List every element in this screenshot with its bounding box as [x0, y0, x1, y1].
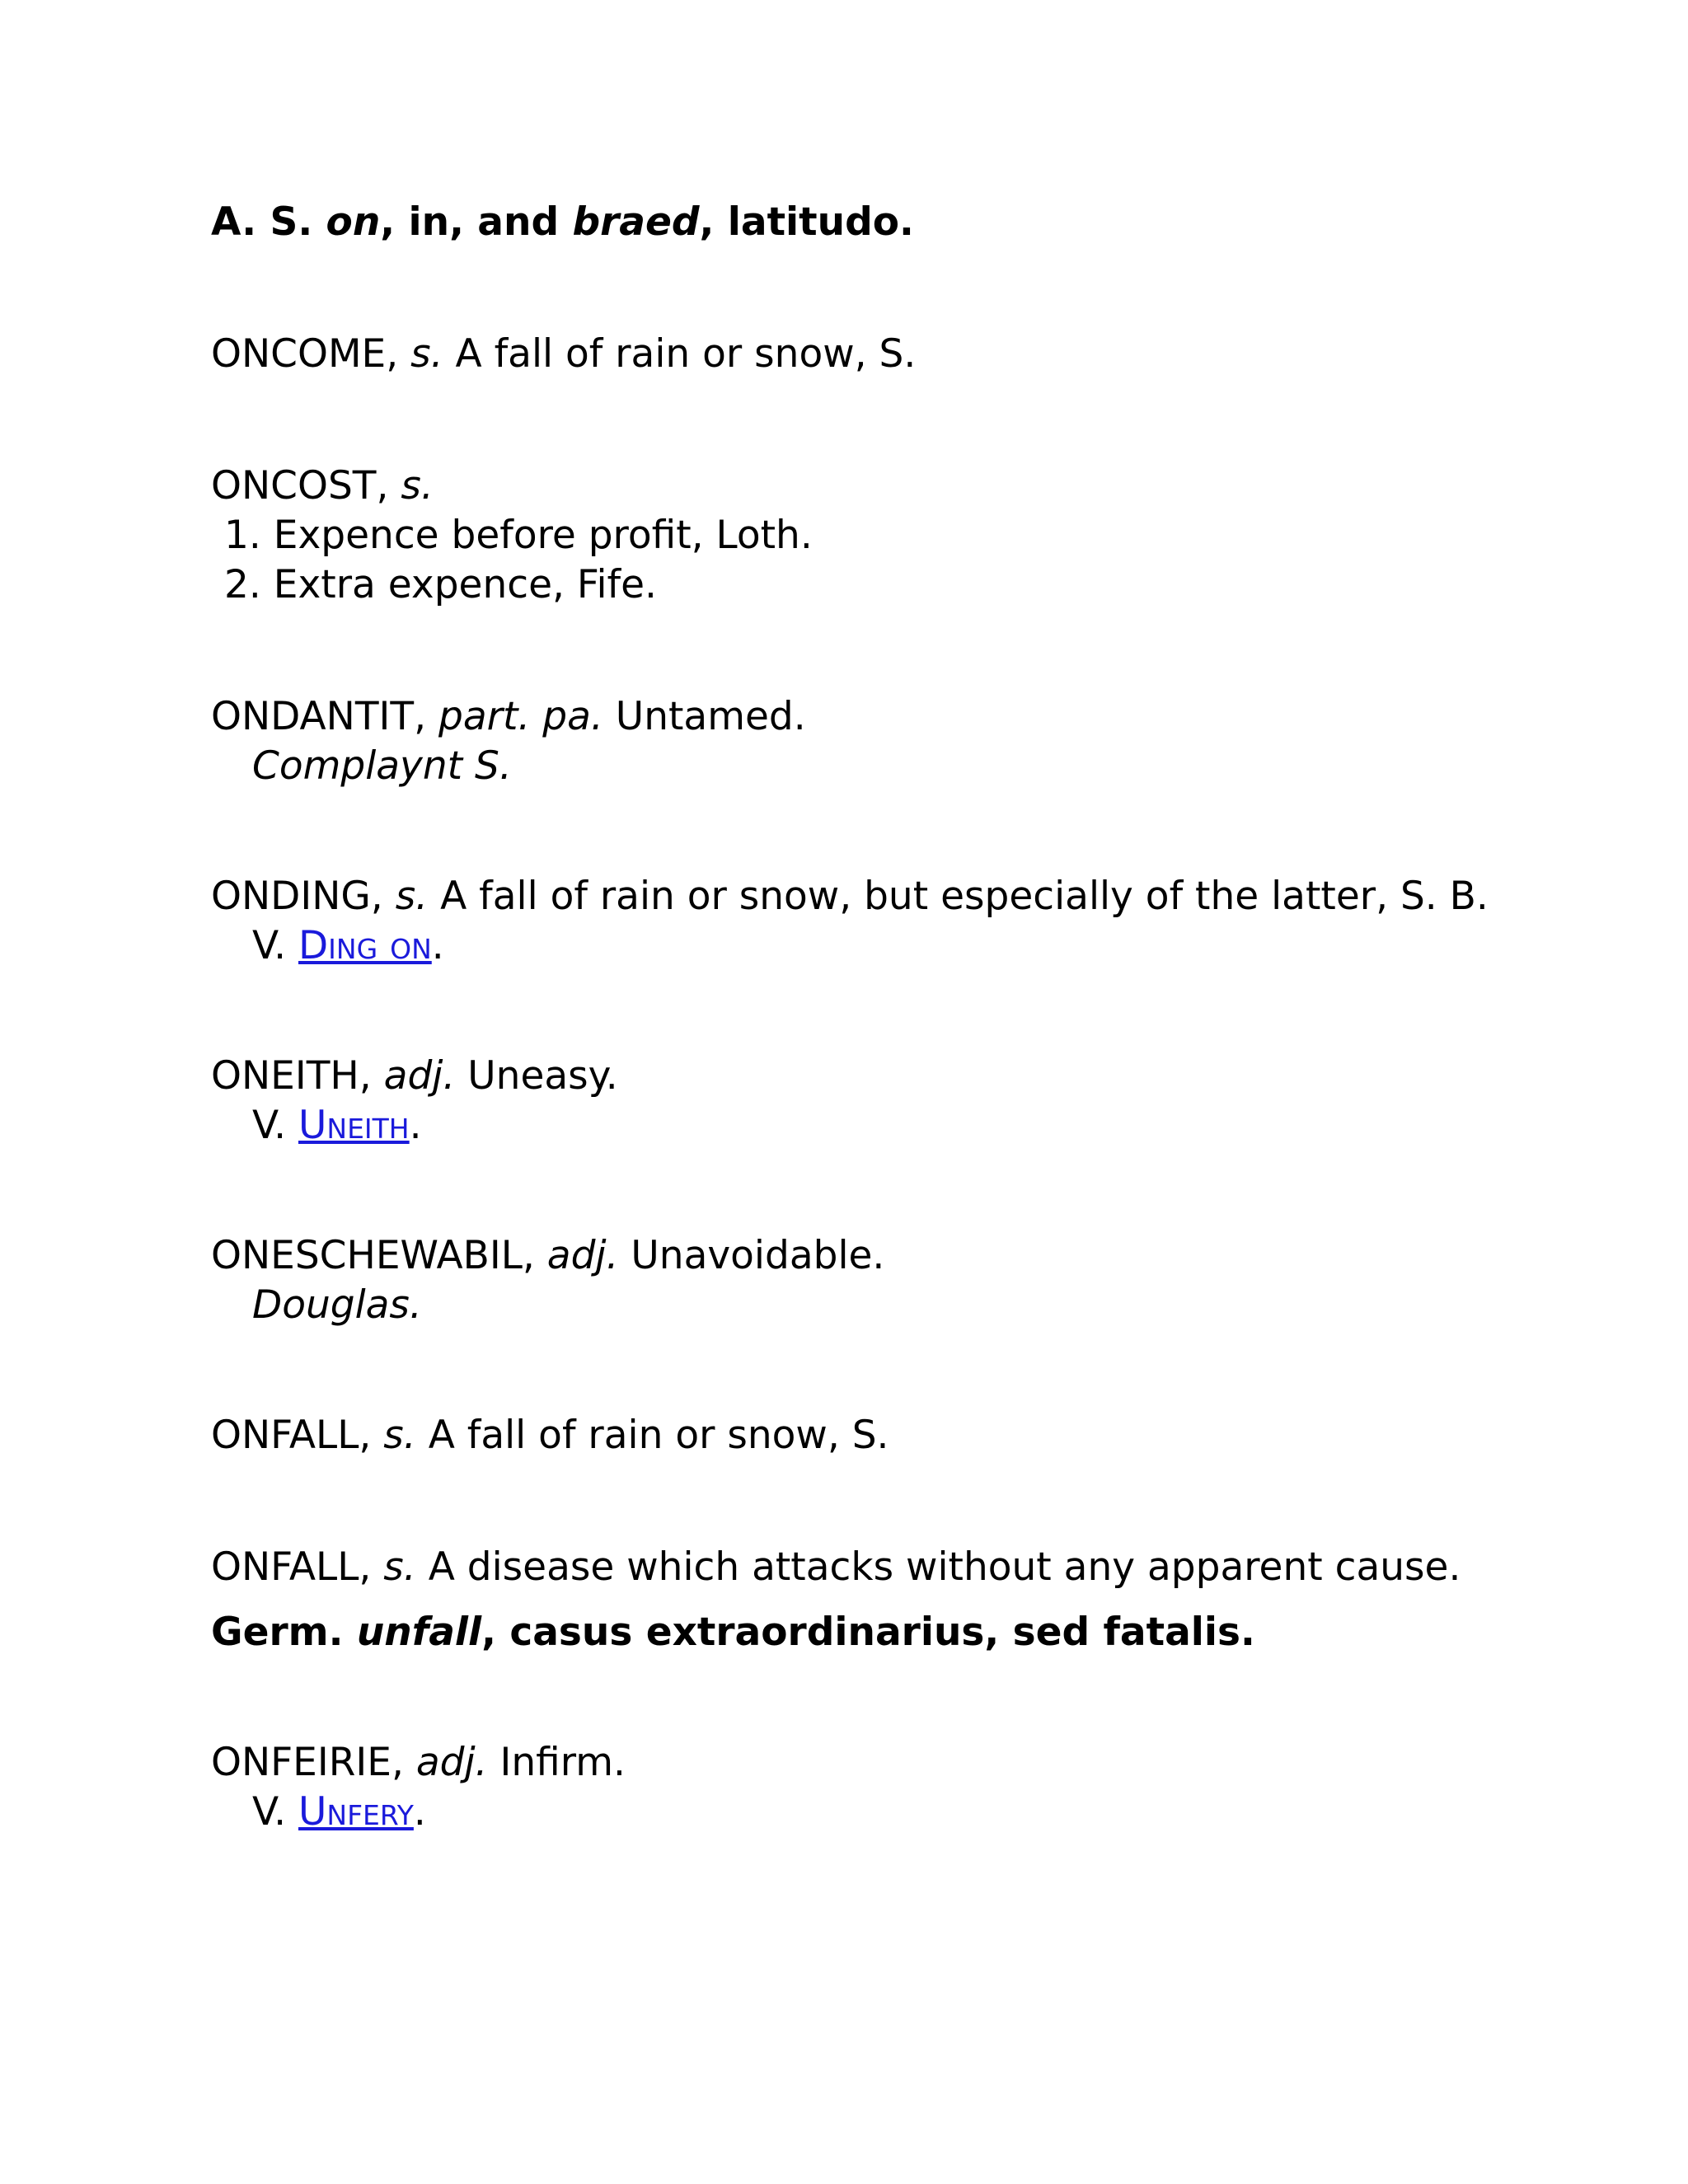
part-of-speech: s.	[401, 463, 434, 509]
definition: Unavoidable.	[631, 1233, 885, 1278]
entry-onfall-2: ONFALL, s. A disease which attacks without any apparent cause. Germ. unfall, casus extraordinarius, sed fatalis.	[211, 1543, 1530, 1657]
definition: A disease which attacks without any apparent cause.	[428, 1544, 1461, 1590]
headword: ONCOST	[211, 463, 377, 509]
definition: A fall of rain or snow, S.	[428, 1413, 889, 1458]
cross-reference-link[interactable]: Ding on	[298, 923, 432, 968]
cross-reference-link[interactable]: Uneith	[298, 1103, 410, 1148]
part-of-speech: part. pa.	[438, 694, 603, 739]
entry-oncost: ONCOST, s. 1. Expence before profit, Loth. 2. Extra expence, Fife.	[211, 462, 1530, 610]
sense-item: 1. Expence before profit, Loth.	[224, 513, 813, 558]
part-of-speech: adj.	[546, 1233, 619, 1278]
sense-item: 2. Extra expence, Fife.	[224, 562, 657, 607]
definition: Untamed.	[615, 694, 806, 739]
headword: ONDING	[211, 874, 371, 919]
etymology-line: A. S. on, in, and braed, latitudo.	[211, 199, 914, 245]
entry-onfeirie: ONFEIRIE, adj. Infirm. V. Unfery.	[211, 1740, 626, 1835]
definition: Infirm.	[499, 1740, 626, 1785]
part-of-speech: adj.	[415, 1740, 488, 1785]
etymology-line: Germ. unfall, casus extraordinarius, sed fatalis.	[211, 1610, 1255, 1655]
headword: ONCOME	[211, 331, 387, 377]
definition: Uneasy.	[467, 1053, 618, 1099]
part-of-speech: s.	[383, 1413, 416, 1458]
part-of-speech: adj.	[383, 1053, 456, 1099]
entry-oneith: ONEITH, adj. Uneasy. V. Uneith.	[211, 1053, 618, 1148]
entry-ondantit: ONDANTIT, part. pa. Untamed. Complaynt S.	[211, 694, 806, 789]
part-of-speech: s.	[410, 331, 443, 377]
entry-onfall-1: ONFALL, s. A fall of rain or snow, S.	[211, 1413, 889, 1458]
part-of-speech: s.	[395, 874, 429, 919]
headword: ONDANTIT	[211, 694, 415, 739]
definition: A fall of rain or snow, but especially of the latter, S. B.	[440, 874, 1489, 919]
headword: ONEITH	[211, 1053, 359, 1099]
entry-oneschewabil: ONESCHEWABIL, adj. Unavoidable. Douglas.	[211, 1233, 885, 1328]
headword: ONFALL	[211, 1413, 359, 1458]
entry-oncome: ONCOME, s. A fall of rain or snow, S.	[211, 331, 917, 377]
cross-reference-link[interactable]: Unfery	[298, 1789, 414, 1835]
definition: A fall of rain or snow, S.	[455, 331, 917, 377]
headword: ONESCHEWABIL	[211, 1233, 523, 1278]
part-of-speech: s.	[383, 1544, 416, 1590]
headword: ONFEIRIE	[211, 1740, 392, 1785]
citation: Douglas.	[252, 1282, 422, 1328]
citation: Complaynt S.	[252, 743, 512, 789]
entry-onding: ONDING, s. A fall of rain or snow, but especially of the latter, S. B. V. Ding on.	[211, 874, 1489, 968]
dictionary-page	[211, 198, 1530, 1837]
headword: ONFALL	[211, 1544, 359, 1590]
